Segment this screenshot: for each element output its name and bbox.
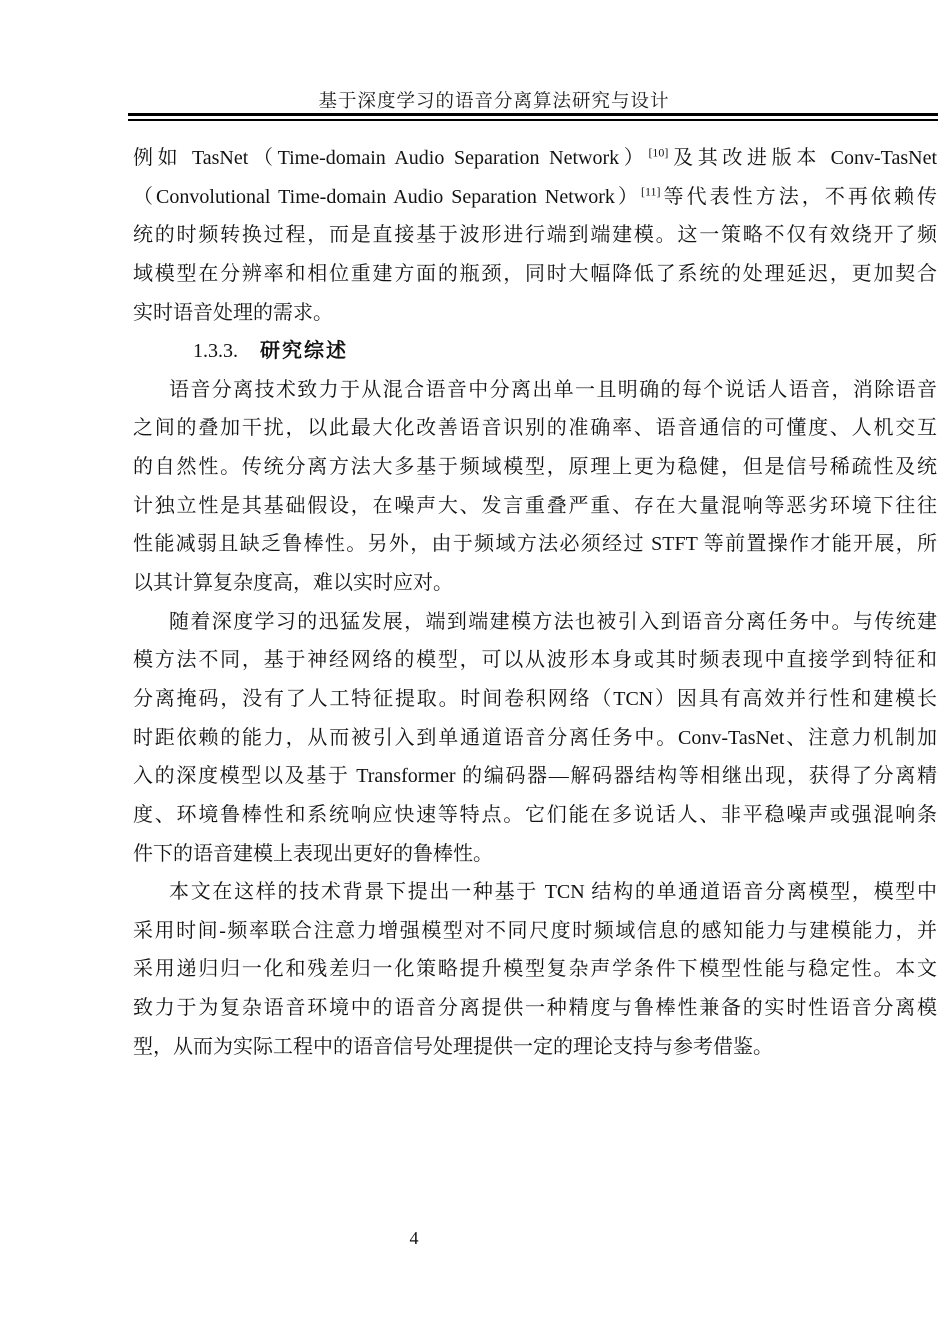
paragraph-1-line-3 [133,216,937,255]
text-segment: 等代表性方法，不再依赖传 [660,185,938,208]
text-segment: 语音分离技术致力于从混合语音中分离出单一且明确的每个说话人语音，消除语音 [169,378,937,401]
paragraph-3-line-1 [133,371,937,410]
text-segment: 域模型在分辨率和相位重建方面的瓶颈，同时大幅降低了系统的处理延迟，更加契合 [133,262,937,285]
page-number: 4 [409,1228,419,1248]
paragraph-5-line-1 [133,873,937,912]
body-text [133,139,937,1066]
paragraph-4-line-4 [133,719,937,758]
text-segment: 件下的语音建模上表现出更好的鲁棒性。 [133,842,493,865]
paragraph-3-line-4 [133,487,937,526]
text-segment: 模方法不同，基于神经网络的模型，可以从波形本身或其时频表现中直接学到特征和 [133,649,937,672]
citation-marker: [11] [640,183,661,198]
paragraph-3-line-6 [133,564,937,603]
text-segment: 分离掩码，没有了人工特征提取。时间卷积网络（TCN）因具有高效并行性和建模长 [133,687,937,710]
text-segment: 及其改进版本 Conv-TasNet [668,147,938,169]
text-segment: 入的深度模型以及基于 Transformer 的编码器—解码器结构等相继出现，获得了分离精 [133,765,937,788]
running-header-title: 基于深度学习的语音分离算法研究与设计 [318,92,670,112]
text-segment: 性能减弱且缺乏鲁棒性。另外，由于频域方法必须经过 STFT 等前置操作才能开展，所 [133,533,937,556]
text-segment: 致力于为复杂语音环境中的语音分离提供一种精度与鲁棒性兼备的实时性语音分离模 [133,997,937,1020]
text-segment: 实时语音处理的需求。 [133,301,333,324]
paragraph-4-line-6 [133,796,937,835]
paragraph-4-line-3 [133,680,937,719]
paragraph-4-line-2 [133,641,937,680]
paragraph-1-line-2 [133,178,937,217]
paragraph-5-line-3 [133,950,937,989]
paragraph-5-line-2 [133,912,937,951]
text-segment: 度、环境鲁棒性和系统响应快速等特点。它们能在多说话人、非平稳噪声或强混响条 [133,803,937,826]
paragraph-1-line-5 [133,294,937,333]
text-segment: （Convolutional Time-domain Audio Separation Network） [133,185,641,208]
text-segment: 型，从而为实际工程中的语音信号处理提供一定的理论支持与参考借鉴。 [133,1035,773,1058]
section-heading [133,332,937,371]
text-segment: 随着深度学习的迅猛发展，端到端建模方法也被引入到语音分离任务中。与传统建 [169,610,937,633]
paragraph-3-line-3 [133,448,937,487]
paragraph-5-line-5 [133,1028,937,1067]
text-segment: 本文在这样的技术背景下提出一种基于 TCN 结构的单通道语音分离模型，模型中 [169,881,937,904]
section-heading-title: 研究综述 [260,340,348,363]
paragraph-4-line-5 [133,757,937,796]
text-segment: 采用时间-频率联合注意力增强模型对不同尺度时频域信息的感知能力与建模能力，并 [133,919,937,942]
section-heading-number: 1.3.3. [193,340,238,363]
paragraph-4-line-7 [133,835,937,874]
text-segment: 计独立性是其基础假设，在噪声大、发言重叠严重、存在大量混响等恶劣环境下往往 [133,494,937,517]
paragraph-1-line-1 [133,139,937,178]
text-segment: 之间的叠加干扰，以此最大化改善语音识别的准确率、语音通信的可懂度、人机交互 [133,417,937,440]
paragraph-1-line-4 [133,255,937,294]
citation-marker: [10] [648,145,669,160]
header-double-rule [128,113,938,121]
paragraph-5-line-4 [133,989,937,1028]
text-segment: 采用递归归一化和残差归一化策略提升模型复杂声学条件下模型性能与稳定性。本文 [133,958,937,981]
text-segment: 以其计算复杂度高，难以实时应对。 [133,572,453,595]
text-segment: 的自然性。传统分离方法大多基于频域模型，原理上更为稳健，但是信号稀疏性及统 [133,456,937,479]
paragraph-3-line-5 [133,525,937,564]
text-segment: 统的时频转换过程，而是直接基于波形进行端到端建模。这一策略不仅有效绕开了频 [133,224,937,247]
text-segment: 例如 TasNet（Time-domain Audio Separation Network） [133,147,649,169]
paragraph-3-line-2 [133,409,937,448]
text-segment: 时距依赖的能力，从而被引入到单通道语音分离任务中。Conv-TasNet、注意力机制加 [133,726,937,749]
paragraph-4-line-1 [133,603,937,642]
